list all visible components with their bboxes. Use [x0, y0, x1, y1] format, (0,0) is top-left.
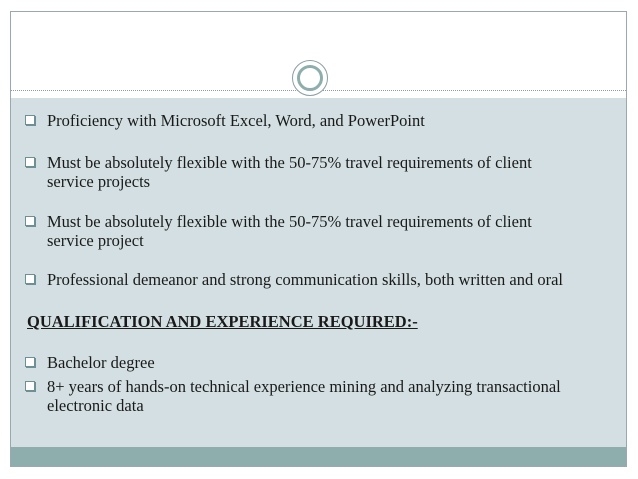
bullet-text: Must be absolutely flexible with the 50-75% travel requirements of client [47, 153, 532, 172]
bullet-text: Professional demeanor and strong communication skills, both written and oral [47, 270, 563, 289]
bullet-text-continued: service projects [47, 172, 151, 191]
ring-icon [297, 65, 323, 91]
bullet-text: Bachelor degree [47, 353, 155, 372]
bullet-text-continued: service project [47, 231, 144, 250]
bullet-text: Proficiency with Microsoft Excel, Word, and PowerPoint [47, 111, 425, 130]
section-heading: QUALIFICATION AND EXPERIENCE REQUIRED:- [27, 312, 418, 331]
checkbox-square-icon [25, 216, 35, 226]
checkbox-square-icon [25, 157, 35, 167]
bullet-text: Must be absolutely flexible with the 50-75% travel requirements of client [47, 212, 532, 231]
bullet-text-continued: electronic data [47, 396, 144, 415]
checkbox-square-icon [25, 274, 35, 284]
checkbox-square-icon [25, 115, 35, 125]
checkbox-square-icon [25, 357, 35, 367]
footer-band [11, 447, 626, 466]
bullet-text: 8+ years of hands-on technical experience mining and analyzing transactional [47, 377, 561, 396]
checkbox-square-icon [25, 381, 35, 391]
